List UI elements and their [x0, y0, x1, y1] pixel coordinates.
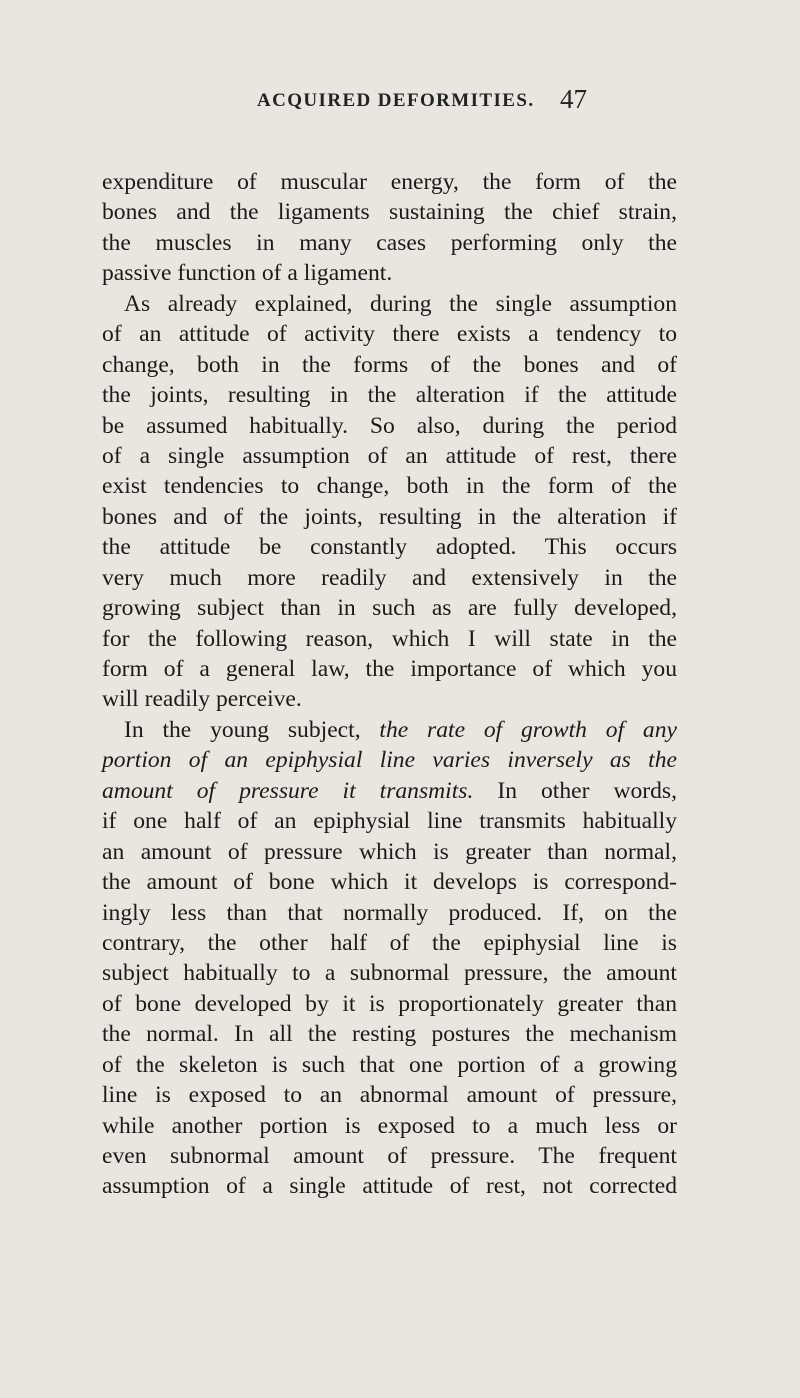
text-line: exist tendencies to change, both in the form of the — [102, 473, 677, 500]
text-line: assumption of a single attitude of rest, not corrected — [102, 1173, 677, 1200]
text-line: expenditure of muscular energy, the form of the — [102, 169, 677, 195]
text-line-mixed — [102, 715, 677, 745]
text-line: be assumed habitually. So also, during the period — [102, 412, 677, 439]
page-number: 47 — [560, 84, 587, 114]
text-line-mixed — [102, 776, 677, 806]
text-line: while another portion is exposed to a much less or — [102, 1112, 677, 1139]
text-line: of a single assumption of an attitude of rest, there — [102, 442, 677, 469]
text-line: the attitude be constantly adopted. This occurs — [102, 534, 677, 561]
text-line: an amount of pressure which is greater than normal, — [102, 838, 677, 865]
text-line: passive function of a ligament. — [102, 260, 393, 287]
text-line: bones and the ligaments sustaining the chief strain, — [102, 199, 677, 226]
text-line: As already explained, during the single assumption — [124, 290, 677, 317]
running-head: ACQUIRED DEFORMITIES. — [257, 90, 535, 111]
text-segment: In other words, — [497, 777, 678, 804]
text-line-italic — [102, 745, 677, 775]
text-line: will readily perceive. — [102, 686, 302, 713]
text-line: of bone developed by it is proportionately greater than — [102, 990, 677, 1017]
text-line: the joints, resulting in the alteration if the attitude — [102, 382, 677, 409]
page-header — [0, 84, 800, 130]
text-line: form of a general law, the importance of which you — [102, 656, 677, 682]
italic-law-segment: portion of an epiphysial line varies inversely as the — [102, 747, 677, 774]
italic-law-segment: amount of pressure it transmits. — [102, 777, 474, 804]
text-line: of an attitude of activity there exists a tendency to — [102, 321, 677, 348]
text-line: the amount of bone which it develops is correspond- — [102, 869, 677, 896]
text-line: line is exposed to an abnormal amount of pressure, — [102, 1082, 677, 1109]
text-line: of the skeleton is such that one portion of a growing — [102, 1051, 677, 1078]
text-line: ingly less than that normally produced. If, on the — [102, 899, 677, 926]
text-line: the muscles in many cases performing only the — [102, 229, 677, 256]
text-line: very much more readily and extensively in the — [102, 564, 677, 591]
text-line: the normal. In all the resting postures the mechanism — [102, 1021, 677, 1048]
text-line: bones and of the joints, resulting in the alteration if — [102, 503, 677, 530]
text-line: even subnormal amount of pressure. The frequent — [102, 1143, 677, 1169]
text-line: change, both in the forms of the bones and of — [102, 351, 677, 378]
text-line: subject habitually to a subnormal pressure, the amount — [102, 960, 677, 987]
text-segment: In the young subject, — [124, 716, 361, 743]
text-line: for the following reason, which I will state in the — [102, 625, 677, 652]
body-text — [102, 167, 677, 1202]
text-line: contrary, the other half of the epiphysial line is — [102, 929, 677, 956]
text-line: growing subject than in such as are fully developed, — [102, 595, 677, 622]
text-line: if one half of an epiphysial line transmits habitually — [102, 808, 677, 835]
italic-law-segment: the rate of growth of any — [379, 716, 677, 743]
